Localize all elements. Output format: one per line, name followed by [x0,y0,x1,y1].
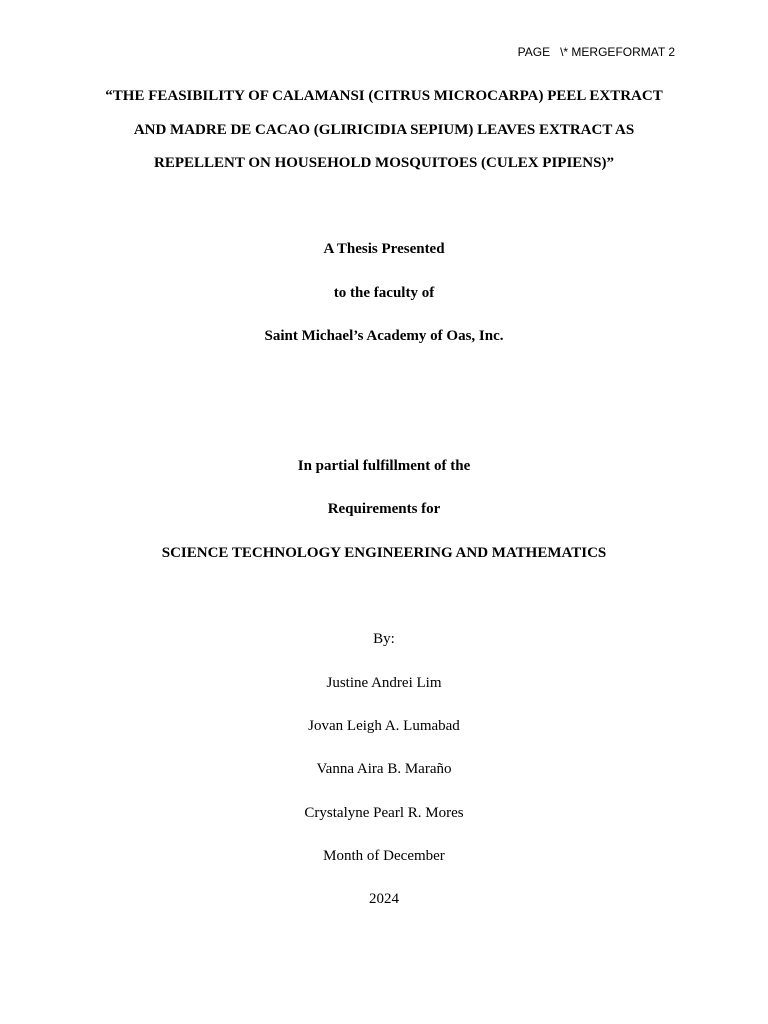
submission-month: Month of December [323,848,445,864]
author-name-3: Vanna Aira B. Maraño [316,761,452,777]
submission-year: 2024 [369,891,399,907]
thesis-title-line-1: “THE FEASIBILITY OF CALAMANSI (CITRUS MICROCARPA) PEEL EXTRACT [105,88,663,104]
faculty-label: to the faculty of [333,285,435,301]
by-label: By: [373,631,395,647]
requirements-label: Requirements for [327,501,441,517]
strand-name: SCIENCE TECHNOLOGY ENGINEERING AND MATHEMATICS [161,545,607,561]
fulfillment-label: In partial fulfillment of the [297,458,471,474]
page-number-field: PAGE \* MERGEFORMAT 2 [517,45,675,59]
thesis-title-line-2: AND MADRE DE CACAO (GLIRICIDIA SEPIUM) LEAVES EXTRACT AS [133,122,635,138]
thesis-title-line-3: REPELLENT ON HOUSEHOLD MOSQUITOES (CULEX PIPIENS)” [154,155,614,171]
thesis-presented-label: A Thesis Presented [323,241,445,257]
author-name-4: Crystalyne Pearl R. Mores [304,805,464,821]
school-name: Saint Michael’s Academy of Oas, Inc. [264,328,504,344]
author-name-2: Jovan Leigh A. Lumabad [308,718,460,734]
author-name-1: Justine Andrei Lim [326,675,442,691]
